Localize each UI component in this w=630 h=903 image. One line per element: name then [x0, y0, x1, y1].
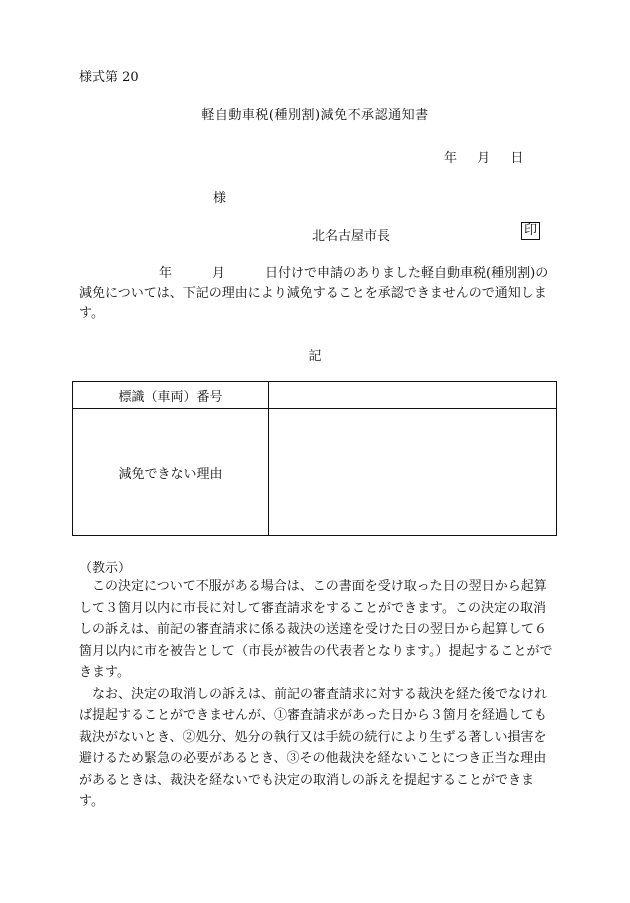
notice-paragraph-1: この決定について不服がある場合は、この書面を受け取った日の翌日から起算して３箇月以内に市長に対して審査請求をすることができます。この決定の取消しの訴えは、前記の審査請求に係る裁決の送達を受けた日の翌日から起算して６箇月以内に市を被告として（市長が被告の代表者となります。）提起することができます。: [79, 579, 553, 680]
date-year-label: 年: [444, 151, 458, 166]
table-row: [73, 409, 557, 536]
date-line: [444, 147, 523, 166]
form-number: 様式第 20: [79, 70, 139, 85]
body-text-1: 日付けで申請のありました軽自動車税(種別割): [265, 266, 536, 281]
notice-heading: （教示）: [79, 561, 132, 576]
document-title: 軽自動車税(種別割)減免不承認通知書: [201, 108, 429, 123]
table-row: [73, 382, 557, 409]
notice-paragraph-2: なお、決定の取消しの訴えは、前記の審査請求に対する裁決を経た後でなければ提起することができませんが、①審査請求があった日から３箇月を経過しても裁決がないとき、②処分、処分の執行又は手続の続行により生ずる著しい損害を避けるため緊急の必要があるとき、③その他裁決を経ないことにつき正当な理由があるときは、裁決を経ないでも決定の取消しの訴えを提起することができます。: [79, 686, 548, 809]
date-day-label: 日: [510, 151, 524, 166]
plate-number-value: [269, 382, 557, 409]
date-month-label: 月: [477, 151, 491, 166]
reason-label: 減免できない理由: [73, 409, 269, 536]
addressee-suffix: 様: [213, 191, 227, 206]
body-month-label: 月: [212, 266, 226, 281]
reason-value: [269, 409, 557, 536]
body-text-2: の減免については、下記の理由により減免することを承認できませんので通知します。: [79, 266, 549, 321]
plate-number-label: 標識（車両）番号: [73, 382, 269, 409]
body-year-label: 年: [159, 266, 173, 281]
seal-mark: 印: [521, 222, 540, 240]
body-paragraph: [79, 264, 557, 324]
info-table: [72, 381, 557, 536]
notice-body: [79, 576, 557, 813]
issuer-name: 北名古屋市長: [312, 229, 391, 244]
ki-heading: 記: [308, 349, 322, 364]
